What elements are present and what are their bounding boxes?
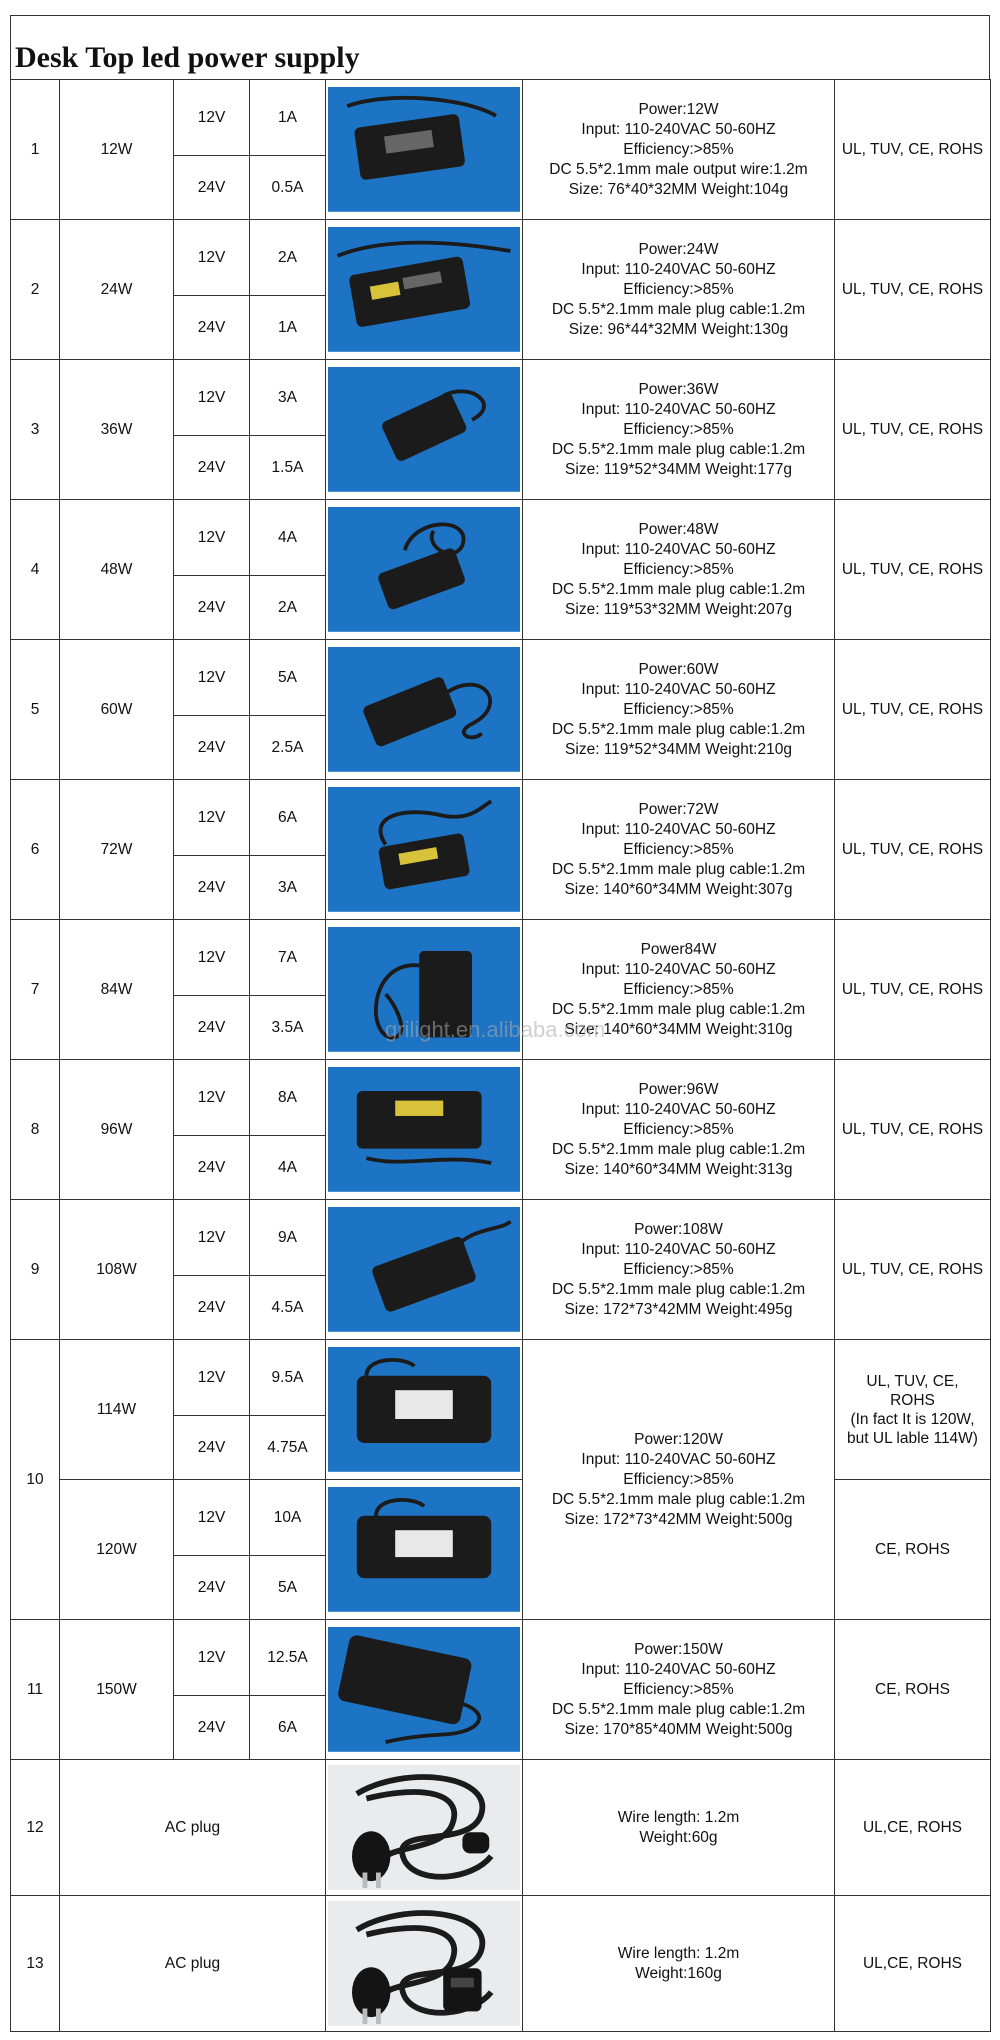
table-row xyxy=(11,920,991,996)
text-line: Size: 140*60*34MM Weight:310g xyxy=(564,1020,793,1038)
text-line: DC 5.5*2.1mm male plug cable:1.2m xyxy=(551,1700,806,1718)
item-number: 13 xyxy=(11,1896,60,2032)
text-line: DC 5.5*2.1mm male plug cable:1.2m xyxy=(551,440,806,458)
power-adapter-photo xyxy=(328,367,520,492)
certifications: UL, TUV, CE, ROHS xyxy=(835,360,991,500)
ac-plug-cable-photo xyxy=(328,1901,520,2026)
current-24v: 4A xyxy=(250,1136,326,1200)
voltage-24v: 24V xyxy=(174,436,250,500)
item-number: 6 xyxy=(11,780,60,920)
current-12v: 3A xyxy=(250,360,326,436)
product-photo-cell xyxy=(326,1200,523,1340)
certifications: UL, TUV, CE, ROHS xyxy=(835,1060,991,1200)
spec-description xyxy=(523,640,835,780)
certifications: UL,CE, ROHS xyxy=(835,1896,991,2032)
table-row xyxy=(11,1060,991,1136)
current-12v: 9.5A xyxy=(250,1340,326,1416)
certifications: UL, TUV, CE, ROHS xyxy=(835,1200,991,1340)
text-line: Input: 110-240VAC 50-60HZ xyxy=(581,260,776,278)
table-row xyxy=(11,1620,991,1696)
product-photo-cell xyxy=(326,1896,523,2032)
text-line: Size: 140*60*34MM Weight:313g xyxy=(564,1160,793,1178)
product-photo-cell xyxy=(326,1480,523,1620)
text-line: DC 5.5*2.1mm male plug cable:1.2m xyxy=(551,1280,806,1298)
power-rating: 12W xyxy=(60,80,174,220)
text-line: Size: 172*73*42MM Weight:495g xyxy=(564,1300,793,1318)
current-12v: 4A xyxy=(250,500,326,576)
product-photo-cell xyxy=(326,640,523,780)
text-line: Input: 110-240VAC 50-60HZ xyxy=(581,1660,776,1678)
text-line: DC 5.5*2.1mm male output wire:1.2m xyxy=(549,160,808,178)
text-line: Efficiency:>85% xyxy=(623,140,734,158)
spec-description xyxy=(523,920,835,1060)
text-line: Size: 119*52*34MM Weight:177g xyxy=(565,460,792,478)
text-line: DC 5.5*2.1mm male plug cable:1.2m xyxy=(551,1000,806,1018)
product-photo-cell xyxy=(326,1340,523,1480)
voltage-24v: 24V xyxy=(174,1136,250,1200)
certifications: UL, TUV, CE, ROHS xyxy=(835,920,991,1060)
power-adapter-photo xyxy=(328,1347,520,1472)
certifications: UL, TUV, CE, ROHS xyxy=(835,780,991,920)
text-line: (In fact It is 120W, xyxy=(850,1410,975,1428)
power-adapter-photo xyxy=(328,1487,520,1612)
text-line: Power:150W xyxy=(634,1640,723,1658)
certifications: UL, TUV, CE, ROHS xyxy=(835,640,991,780)
spec-description xyxy=(523,1620,835,1760)
table-row xyxy=(11,1760,991,1896)
text-line: Power:48W xyxy=(638,520,719,538)
voltage-12v: 12V xyxy=(174,640,250,716)
text-line: DC 5.5*2.1mm male plug cable:1.2m xyxy=(551,1140,806,1158)
spec-description xyxy=(523,1896,835,2032)
power-rating: 108W xyxy=(60,1200,174,1340)
power-adapter-photo xyxy=(328,507,520,632)
certifications: UL, TUV, CE, ROHS xyxy=(835,80,991,220)
text-line: Power84W xyxy=(640,940,717,958)
product-label: AC plug xyxy=(60,1896,326,2032)
voltage-12v: 12V xyxy=(174,1340,250,1416)
product-photo-cell xyxy=(326,360,523,500)
table-row xyxy=(11,640,991,716)
watermark: grilight.en.alibaba.com xyxy=(385,1017,606,1042)
power-rating: 114W xyxy=(60,1340,174,1480)
text-line: Input: 110-240VAC 50-60HZ xyxy=(581,1240,776,1258)
certifications: UL, TUV, CE, ROHS xyxy=(835,500,991,640)
text-line: Size: 96*44*32MM Weight:130g xyxy=(568,320,789,338)
voltage-12v: 12V xyxy=(174,80,250,156)
current-24v: 3.5A xyxy=(250,996,326,1060)
text-line: Power:72W xyxy=(638,800,719,818)
text-line: DC 5.5*2.1mm male plug cable:1.2m xyxy=(551,300,806,318)
current-12v: 2A xyxy=(250,220,326,296)
text-line: Efficiency:>85% xyxy=(623,1470,734,1488)
spec-description xyxy=(523,360,835,500)
page-title: Desk Top led power supply xyxy=(15,41,360,74)
text-line: Efficiency:>85% xyxy=(623,980,734,998)
certifications xyxy=(835,1340,991,1480)
product-photo-cell xyxy=(326,1620,523,1760)
table-row xyxy=(11,1340,991,1416)
voltage-24v: 24V xyxy=(174,1416,250,1480)
voltage-24v: 24V xyxy=(174,716,250,780)
text-line: Power:12W xyxy=(638,100,719,118)
text-line: Weight:160g xyxy=(635,1964,722,1982)
text-line: UL, TUV, CE, xyxy=(866,1372,959,1390)
spec-description xyxy=(523,1200,835,1340)
text-line: Weight:60g xyxy=(639,1828,718,1846)
text-line: Input: 110-240VAC 50-60HZ xyxy=(581,1450,776,1468)
voltage-24v: 24V xyxy=(174,296,250,360)
spec-description xyxy=(523,1760,835,1896)
spec-description xyxy=(523,500,835,640)
text-line: Power:36W xyxy=(638,380,719,398)
power-adapter-photo xyxy=(328,1627,520,1752)
table-row xyxy=(11,780,991,856)
product-label: AC plug xyxy=(60,1760,326,1896)
text-line: DC 5.5*2.1mm male plug cable:1.2m xyxy=(551,720,806,738)
item-number: 8 xyxy=(11,1060,60,1200)
text-line: Power:60W xyxy=(638,660,719,678)
current-24v: 0.5A xyxy=(250,156,326,220)
text-line: ROHS xyxy=(890,1391,935,1409)
text-line: Size: 76*40*32MM Weight:104g xyxy=(568,180,789,198)
voltage-24v: 24V xyxy=(174,156,250,220)
current-12v: 9A xyxy=(250,1200,326,1276)
voltage-12v: 12V xyxy=(174,1060,250,1136)
power-rating: 48W xyxy=(60,500,174,640)
current-12v: 10A xyxy=(250,1480,326,1556)
current-24v: 1A xyxy=(250,296,326,360)
spec-description xyxy=(523,1340,835,1620)
item-number: 7 xyxy=(11,920,60,1060)
item-number: 10 xyxy=(11,1340,60,1620)
text-line: Input: 110-240VAC 50-60HZ xyxy=(581,120,776,138)
text-line: Input: 110-240VAC 50-60HZ xyxy=(581,680,776,698)
text-line: Size: 172*73*42MM Weight:500g xyxy=(564,1510,793,1528)
table-row xyxy=(11,1200,991,1276)
item-number: 2 xyxy=(11,220,60,360)
voltage-12v: 12V xyxy=(174,780,250,856)
text-line: Input: 110-240VAC 50-60HZ xyxy=(581,400,776,418)
voltage-12v: 12V xyxy=(174,220,250,296)
current-24v: 5A xyxy=(250,1556,326,1620)
current-12v: 1A xyxy=(250,80,326,156)
power-rating: 72W xyxy=(60,780,174,920)
certifications: CE, ROHS xyxy=(835,1620,991,1760)
certifications: UL, TUV, CE, ROHS xyxy=(835,220,991,360)
text-line: Wire length: 1.2m xyxy=(617,1808,740,1826)
product-photo-cell xyxy=(326,920,523,1060)
product-photo-cell xyxy=(326,780,523,920)
text-line: Efficiency:>85% xyxy=(623,1120,734,1138)
spec-description xyxy=(523,1060,835,1200)
product-photo-cell xyxy=(326,1060,523,1200)
text-line: Size: 119*53*32MM Weight:207g xyxy=(565,600,792,618)
voltage-12v: 12V xyxy=(174,1480,250,1556)
power-rating: 36W xyxy=(60,360,174,500)
power-adapter-photo xyxy=(328,1207,520,1332)
power-adapter-photo xyxy=(328,787,520,912)
current-12v: 6A xyxy=(250,780,326,856)
text-line: Power:24W xyxy=(638,240,719,258)
text-line: Power:108W xyxy=(634,1220,723,1238)
text-line: Efficiency:>85% xyxy=(623,1680,734,1698)
text-line: but UL lable 114W) xyxy=(847,1429,978,1447)
voltage-12v: 12V xyxy=(174,920,250,996)
text-line: DC 5.5*2.1mm male plug cable:1.2m xyxy=(551,860,806,878)
text-line: Size: 170*85*40MM Weight:500g xyxy=(564,1720,793,1738)
voltage-12v: 12V xyxy=(174,1620,250,1696)
text-line: Efficiency:>85% xyxy=(623,700,734,718)
spec-description xyxy=(523,780,835,920)
text-line: Size: 140*60*34MM Weight:307g xyxy=(564,880,793,898)
current-12v: 7A xyxy=(250,920,326,996)
current-12v: 8A xyxy=(250,1060,326,1136)
voltage-12v: 12V xyxy=(174,360,250,436)
text-line: Efficiency:>85% xyxy=(623,1260,734,1278)
voltage-24v: 24V xyxy=(174,1696,250,1760)
voltage-12v: 12V xyxy=(174,1200,250,1276)
text-line: Power:96W xyxy=(638,1080,719,1098)
spec-table xyxy=(10,79,991,2032)
voltage-24v: 24V xyxy=(174,1276,250,1340)
power-adapter-photo xyxy=(328,647,520,772)
certifications: CE, ROHS xyxy=(835,1480,991,1620)
product-photo-cell xyxy=(326,220,523,360)
power-adapter-photo xyxy=(328,87,520,212)
product-photo-cell xyxy=(326,1760,523,1896)
item-number: 4 xyxy=(11,500,60,640)
product-photo-cell xyxy=(326,80,523,220)
power-rating: 150W xyxy=(60,1620,174,1760)
text-line: Size: 119*52*34MM Weight:210g xyxy=(565,740,792,758)
item-number: 1 xyxy=(11,80,60,220)
datasheet xyxy=(10,15,992,2030)
product-photo-cell xyxy=(326,500,523,640)
spec-description xyxy=(523,220,835,360)
current-24v: 3A xyxy=(250,856,326,920)
voltage-12v: 12V xyxy=(174,500,250,576)
current-12v: 5A xyxy=(250,640,326,716)
power-rating: 24W xyxy=(60,220,174,360)
certifications: UL,CE, ROHS xyxy=(835,1760,991,1896)
power-adapter-photo xyxy=(328,227,520,352)
item-number: 5 xyxy=(11,640,60,780)
voltage-24v: 24V xyxy=(174,576,250,640)
text-line: Input: 110-240VAC 50-60HZ xyxy=(581,820,776,838)
voltage-24v: 24V xyxy=(174,996,250,1060)
current-12v: 12.5A xyxy=(250,1620,326,1696)
current-24v: 2A xyxy=(250,576,326,640)
text-line: Input: 110-240VAC 50-60HZ xyxy=(581,1100,776,1118)
table-row xyxy=(11,80,991,156)
text-line: Efficiency:>85% xyxy=(623,280,734,298)
power-rating: 60W xyxy=(60,640,174,780)
power-adapter-photo xyxy=(328,1067,520,1192)
text-line: Efficiency:>85% xyxy=(623,420,734,438)
current-24v: 4.5A xyxy=(250,1276,326,1340)
text-line: DC 5.5*2.1mm male plug cable:1.2m xyxy=(551,1490,806,1508)
current-24v: 1.5A xyxy=(250,436,326,500)
spec-description xyxy=(523,80,835,220)
current-24v: 2.5A xyxy=(250,716,326,780)
voltage-24v: 24V xyxy=(174,856,250,920)
table-row xyxy=(11,360,991,436)
item-number: 11 xyxy=(11,1620,60,1760)
item-number: 12 xyxy=(11,1760,60,1896)
text-line: Wire length: 1.2m xyxy=(617,1944,740,1962)
power-rating: 96W xyxy=(60,1060,174,1200)
item-number: 9 xyxy=(11,1200,60,1340)
text-line: Input: 110-240VAC 50-60HZ xyxy=(581,960,776,978)
ac-plug-cable-photo xyxy=(328,1765,520,1890)
text-line: Efficiency:>85% xyxy=(623,840,734,858)
power-adapter-photo xyxy=(328,927,520,1052)
text-line: Power:120W xyxy=(634,1430,723,1448)
table-row xyxy=(11,1896,991,2032)
power-rating: 84W xyxy=(60,920,174,1060)
power-rating: 120W xyxy=(60,1480,174,1620)
table-row xyxy=(11,220,991,296)
text-line: Input: 110-240VAC 50-60HZ xyxy=(581,540,776,558)
title-bar xyxy=(10,15,990,79)
table-row xyxy=(11,500,991,576)
text-line: Efficiency:>85% xyxy=(623,560,734,578)
text-line: DC 5.5*2.1mm male plug cable:1.2m xyxy=(551,580,806,598)
item-number: 3 xyxy=(11,360,60,500)
current-24v: 4.75A xyxy=(250,1416,326,1480)
voltage-24v: 24V xyxy=(174,1556,250,1620)
current-24v: 6A xyxy=(250,1696,326,1760)
table-row xyxy=(11,1480,991,1556)
